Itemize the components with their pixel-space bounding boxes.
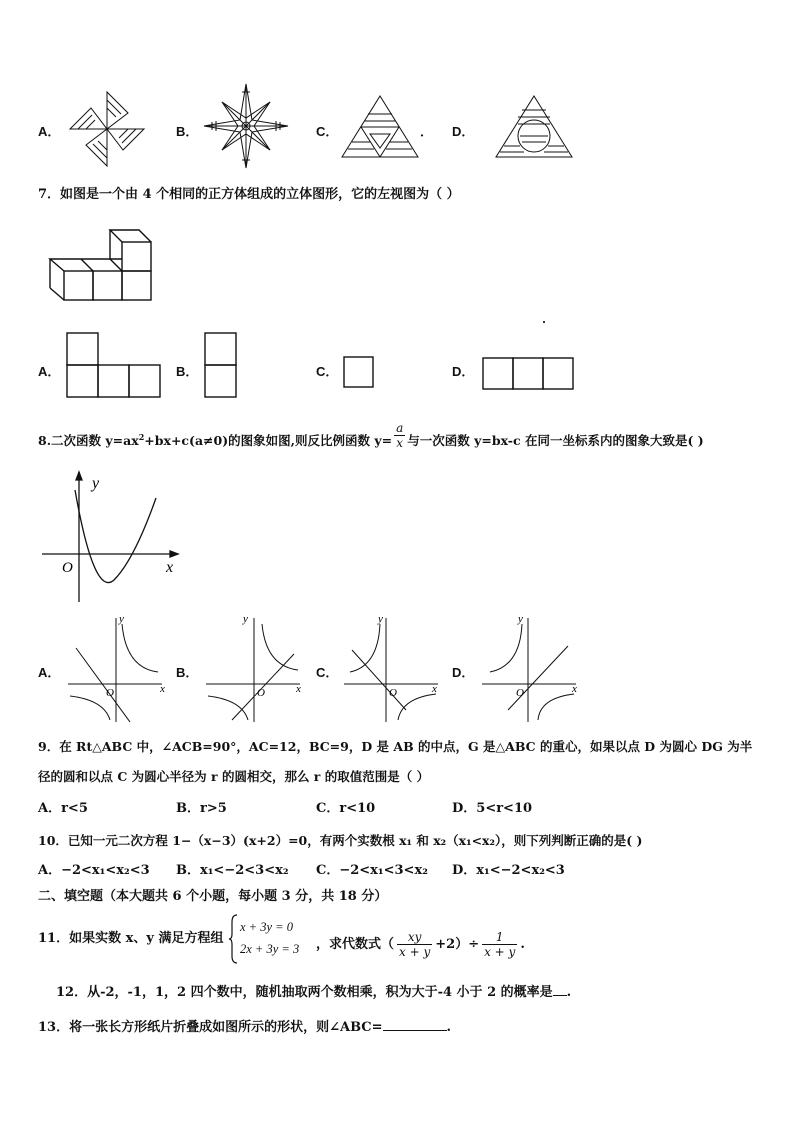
q7-question: 7．如图是一个由 4 个相同的正方体组成的立体图形，它的左视图为（ ） <box>38 187 460 202</box>
x-arrow <box>170 551 178 557</box>
q8-option-c-graph <box>340 610 448 724</box>
q10-option-a: A．−2<x₁<x₂<3 <box>38 863 150 878</box>
q8-mid: +bx+c(a≠0)的图象如图,则反比例函数 y= <box>144 433 393 449</box>
q6-option-c-figure <box>340 94 420 160</box>
q6-option-c-label: C． <box>316 124 339 139</box>
q8-question <box>38 421 704 451</box>
q12-text: 12．从-2，-1，1，2 四个数中，随机抽取两个数相乘，积为大于-4 小于 2 的概率是 <box>56 985 553 1000</box>
q11-f1-den: x + y <box>399 945 431 959</box>
graph-y-label: y <box>119 613 124 625</box>
q11-equation-system <box>240 916 299 960</box>
q11-end: . <box>520 936 525 952</box>
q13-text: 13．将一张长方形纸片折叠成如图所示的形状，则∠ABC= <box>38 1020 383 1035</box>
q8-frac-num: a <box>396 421 404 436</box>
q8-sup: 2 <box>138 432 145 442</box>
q12-answer-blank[interactable] <box>553 995 567 996</box>
q8-option-b-graph <box>202 610 310 724</box>
q11-brace-icon <box>228 914 238 964</box>
triangle-outline <box>496 96 572 157</box>
q11-plus: +2）÷ <box>435 936 480 952</box>
q8-frac-den: x <box>396 436 404 451</box>
q11-fraction-1 <box>397 930 432 959</box>
q11-f2-den: x + y <box>484 945 516 959</box>
q7-option-b-label: B． <box>176 364 199 379</box>
q11-eq1: x + 3y = 0 <box>240 920 293 934</box>
q8-option-c-label: C． <box>316 665 339 680</box>
q8-option-a-graph <box>64 610 172 724</box>
graph-x-label: x <box>432 683 437 695</box>
q11-fraction-2 <box>482 930 517 959</box>
q8-suffix: 与一次函数 y=bx-c 在同一坐标系内的图象大致是( ) <box>407 433 704 449</box>
q6-option-a-label: A． <box>38 124 61 139</box>
graph-x-label: x <box>572 683 577 695</box>
q8-option-d-label: D． <box>452 665 475 680</box>
q9-option-b: B．r>5 <box>176 801 227 816</box>
q13-answer-blank[interactable] <box>383 1030 447 1031</box>
q10-question: 10．已知一元二次方程 1−（x−3）(x+2）=0，有两个实数根 x₁ 和 x₂（x₁<x₂），则下列判断正确的是( ) <box>38 833 643 848</box>
q6-option-a-figure <box>66 88 148 170</box>
q13-end: . <box>446 1020 452 1035</box>
q8-fraction <box>394 421 405 450</box>
q9-option-a: A．r<5 <box>38 801 88 816</box>
q10-option-b: B．x₁<−2<3<x₂ <box>176 863 289 878</box>
graph-x-label: x <box>296 683 301 695</box>
q8-parabola-graph <box>38 468 184 604</box>
graph-x-label: x <box>166 559 174 576</box>
q11-mid: ，求代数式（ <box>316 936 395 952</box>
graph-y-label: y <box>378 613 383 625</box>
q7-option-c-label: C． <box>316 364 339 379</box>
q6-option-d-label: D． <box>452 124 475 139</box>
q11-f2-num: 1 <box>482 930 517 945</box>
q7-solid-figure <box>44 226 156 302</box>
q11-f1-num: xy <box>397 930 432 945</box>
graph-y-label: y <box>518 613 523 625</box>
q7-option-d-figure <box>482 357 576 391</box>
graph-origin-label: O <box>106 687 114 699</box>
y-arrow <box>76 472 82 480</box>
q9-question-line1: 9．在 Rt△ABC 中，∠ACB=90°，AC=12，BC=9，D 是 AB 的中点，G 是△ABC 的重心，如果以点 D 为圆心 DG 为半 <box>38 739 753 754</box>
graph-x-label: x <box>160 683 165 695</box>
q11-expression <box>316 930 525 959</box>
q7-option-b-figure <box>204 332 238 398</box>
q8-prefix: 8.二次函数 y=ax <box>38 433 139 449</box>
q6-option-b-figure <box>202 82 290 170</box>
graph-origin-label: O <box>389 687 397 699</box>
q12-end: . <box>566 985 572 1000</box>
graph-origin-label: O <box>516 687 524 699</box>
q9-question-line2: 径的圆和以点 C 为圆心半径为 r 的圆相交，那么 r 的取值范围是（ ） <box>38 769 430 784</box>
q7-option-a-label: A． <box>38 364 61 379</box>
parabola-curve <box>75 490 156 583</box>
q11-prefix: 11．如果实数 x、y 满足方程组 <box>38 931 224 946</box>
q9-option-d: D．5<r<10 <box>452 801 533 816</box>
graph-origin-label: O <box>257 687 265 699</box>
q8-option-d-graph <box>478 610 586 724</box>
q6-dot: ． <box>420 124 434 139</box>
stray-dot <box>543 321 545 323</box>
graph-origin-label: O <box>62 560 73 576</box>
graph-y-label: y <box>92 475 100 492</box>
q7-option-a-figure <box>66 332 162 398</box>
q9-option-c: C．r<10 <box>316 801 376 816</box>
q13-question <box>38 1019 451 1037</box>
q8-option-a-label: A． <box>38 665 61 680</box>
q10-option-c: C．−2<x₁<3<x₂ <box>316 863 428 878</box>
q6-option-d-figure <box>494 94 574 160</box>
section-2-title: 二、填空题（本大题共 6 个小题，每小题 3 分，共 18 分） <box>38 889 388 904</box>
q7-option-c-figure <box>343 356 375 388</box>
graph-y-label: y <box>243 613 248 625</box>
q12-question <box>56 984 571 1002</box>
q10-option-d: D．x₁<−2<x₂<3 <box>452 863 565 878</box>
q8-option-b-label: B． <box>176 665 199 680</box>
q11-eq2: 2x + 3y = 3 <box>240 942 300 956</box>
q7-option-d-label: D． <box>452 364 475 379</box>
q6-option-b-label: B． <box>176 124 199 139</box>
